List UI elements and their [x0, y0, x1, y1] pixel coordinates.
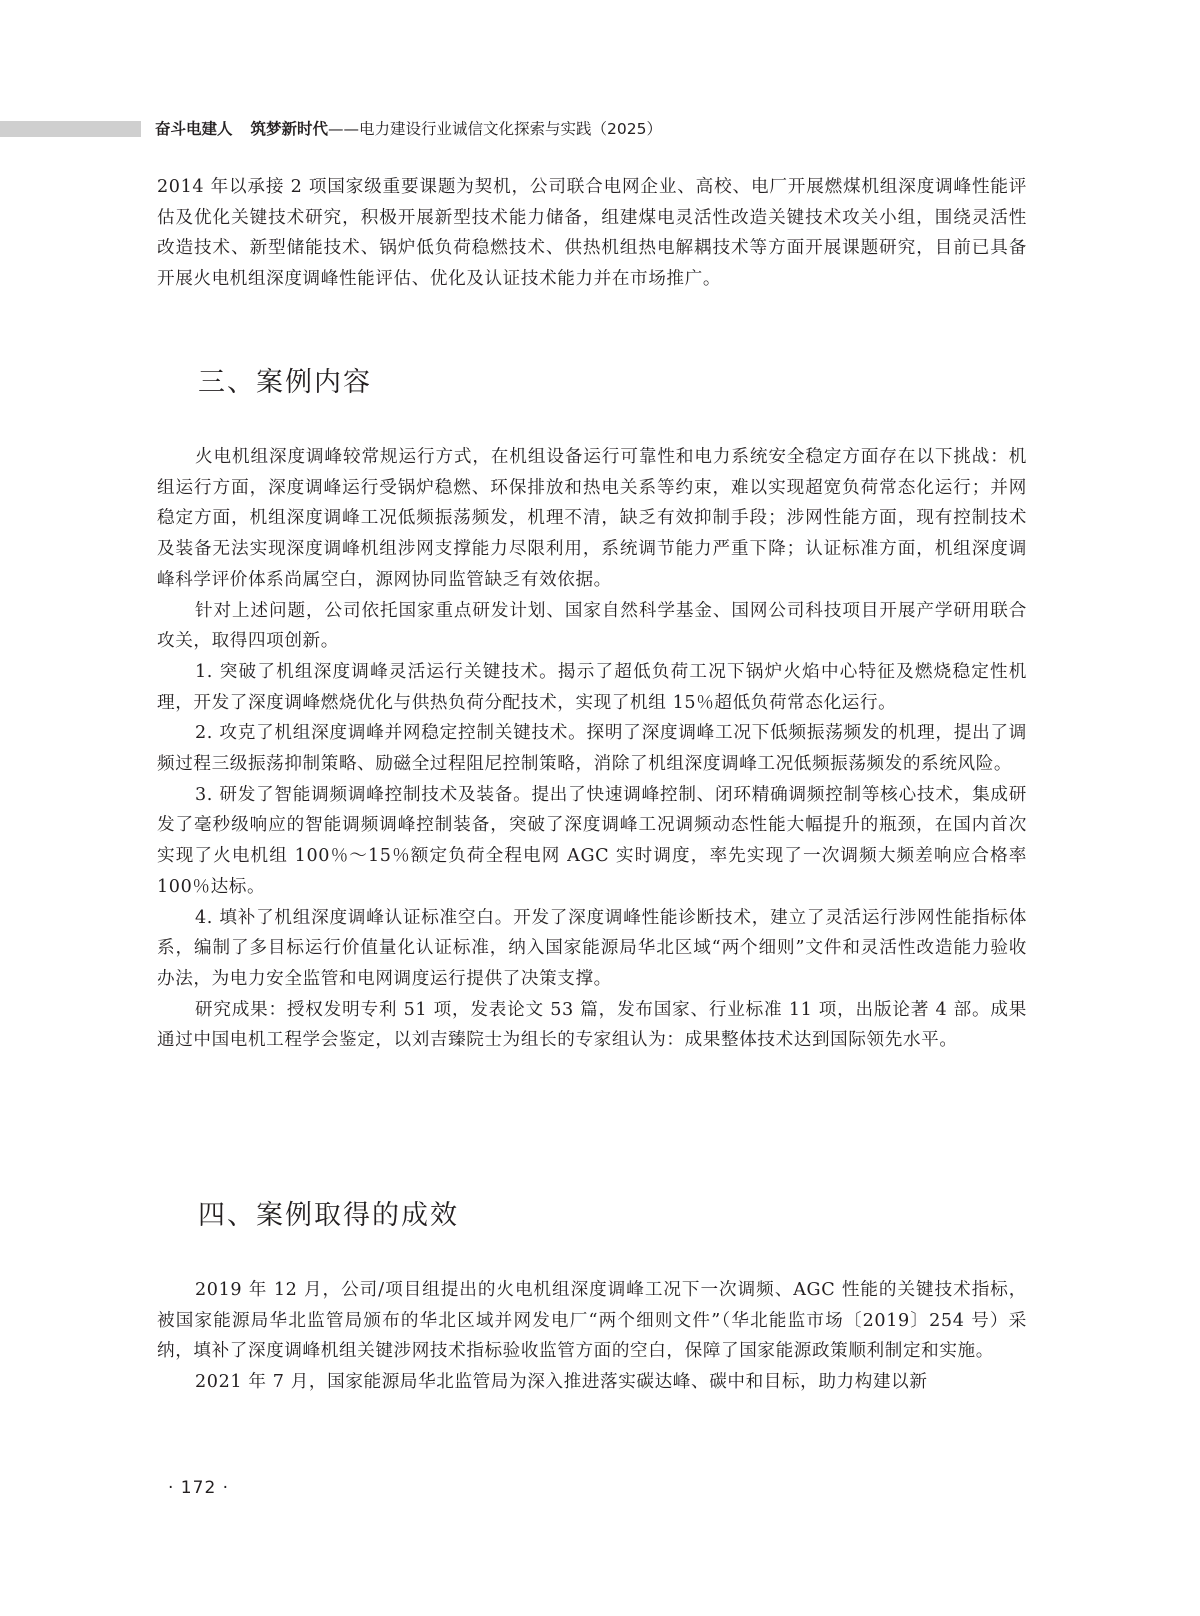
section-4-body [157, 1275, 1027, 1398]
paragraph: 2019 年 12 月，公司/项目组提出的火电机组深度调峰工况下一次调频、AGC 性能的关键技术指标，被国家能源局华北监管局颁布的华北区域并网发电厂“两个细则文件”（华北能监市场〔2019〕254 号）采纳，填补了深度调峰机组关键涉网技术指标验收监管方面的空白，保障了国家能源政策顺利制定和实施。 [157, 1280, 1027, 1362]
running-header [155, 116, 662, 142]
paragraph: 2014 年以承接 2 项国家级重要课题为契机，公司联合电网企业、高校、电厂开展燃煤机组深度调峰性能评估及优化关键技术研究，积极开展新型技术能力储备，组建煤电灵活性改造关键技术攻关小组，围绕灵活性改造技术、新型储能技术、锅炉低负荷稳燃技术、供热机组热电解耦技术等方面开展课题研究，目前已具备开展火电机组深度调峰性能评估、优化及认证技术能力并在市场推广。 [157, 177, 1027, 290]
list-item: 2. 攻克了机组深度调峰并网稳定控制关键技术。探明了深度调峰工况下低频振荡频发的机理，提出了调频过程三级振荡抑制策略、励磁全过程阻尼控制策略，消除了机组深度调峰工况低频振荡频发的系统风险。 [157, 723, 1027, 775]
section-heading-4: 四、案例取得的成效 [198, 1200, 459, 1231]
section-heading-3: 三、案例内容 [198, 367, 372, 398]
section-3-body [157, 442, 1027, 1056]
list-item: 4. 填补了机组深度调峰认证标准空白。开发了深度调峰性能诊断技术，建立了灵活运行涉网性能指标体系，编制了多目标运行价值量化认证标准，纳入国家能源局华北区域“两个细则”文件和灵活性改造能力验收办法，为电力安全监管和电网调度运行提供了决策支撑。 [157, 907, 1027, 989]
header-title-part2: 筑梦新时代 [250, 120, 329, 138]
intro-text-block [157, 172, 1027, 295]
header-title-part1: 奋斗电建人 [155, 120, 233, 138]
paragraph: 2021 年 7 月，国家能源局华北监管局为深入推进落实碳达峰、碳中和目标，助力构建以新 [195, 1372, 928, 1393]
list-item: 1. 突破了机组深度调峰灵活运行关键技术。揭示了超低负荷工况下锅炉火焰中心特征及燃烧稳定性机理，开发了深度调峰燃烧优化与供热负荷分配技术，实现了机组 15％超低负荷常态化运行。 [157, 661, 1027, 713]
paragraph: 火电机组深度调峰较常规运行方式，在机组设备运行可靠性和电力系统安全稳定方面存在以下挑战：机组运行方面，深度调峰运行受锅炉稳燃、环保排放和热电关系等约束，难以实现超宽负荷常态化运行；并网稳定方面，机组深度调峰工况低频振荡频发，机理不清，缺乏有效抑制手段；涉网性能方面，现有控制技术及装备无法实现深度调峰机组涉网支撑能力尽限利用，系统调节能力严重下降；认证标准方面，机组深度调峰科学评价体系尚属空白，源网协同监管缺乏有效依据。 [157, 447, 1027, 590]
paragraph: 研究成果：授权发明专利 51 项，发表论文 53 篇，发布国家、行业标准 11 项，出版论著 4 部。成果通过中国电机工程学会鉴定，以刘吉臻院士为组长的专家组认为：成果整体技术达到国际领先水平。 [157, 999, 1027, 1051]
page-number: · 172 · [168, 1478, 230, 1498]
list-item: 3. 研发了智能调频调峰控制技术及装备。提出了快速调峰控制、闭环精确调频控制等核心技术，集成研发了毫秒级响应的智能调频调峰控制装备，突破了深度调峰工况调频动态性能大幅提升的瓶颈，在国内首次实现了火电机组 100％～15％额定负荷全程电网 AGC 实时调度，率先实现了一次调频大频差响应合格率 100％达标。 [157, 784, 1027, 897]
header-title-part3: ——电力建设行业诚信文化探索与实践（2025） [328, 120, 662, 138]
paragraph: 针对上述问题，公司依托国家重点研发计划、国家自然科学基金、国网公司科技项目开展产学研用联合攻关，取得四项创新。 [157, 600, 1027, 652]
header-gray-bar [0, 121, 141, 137]
